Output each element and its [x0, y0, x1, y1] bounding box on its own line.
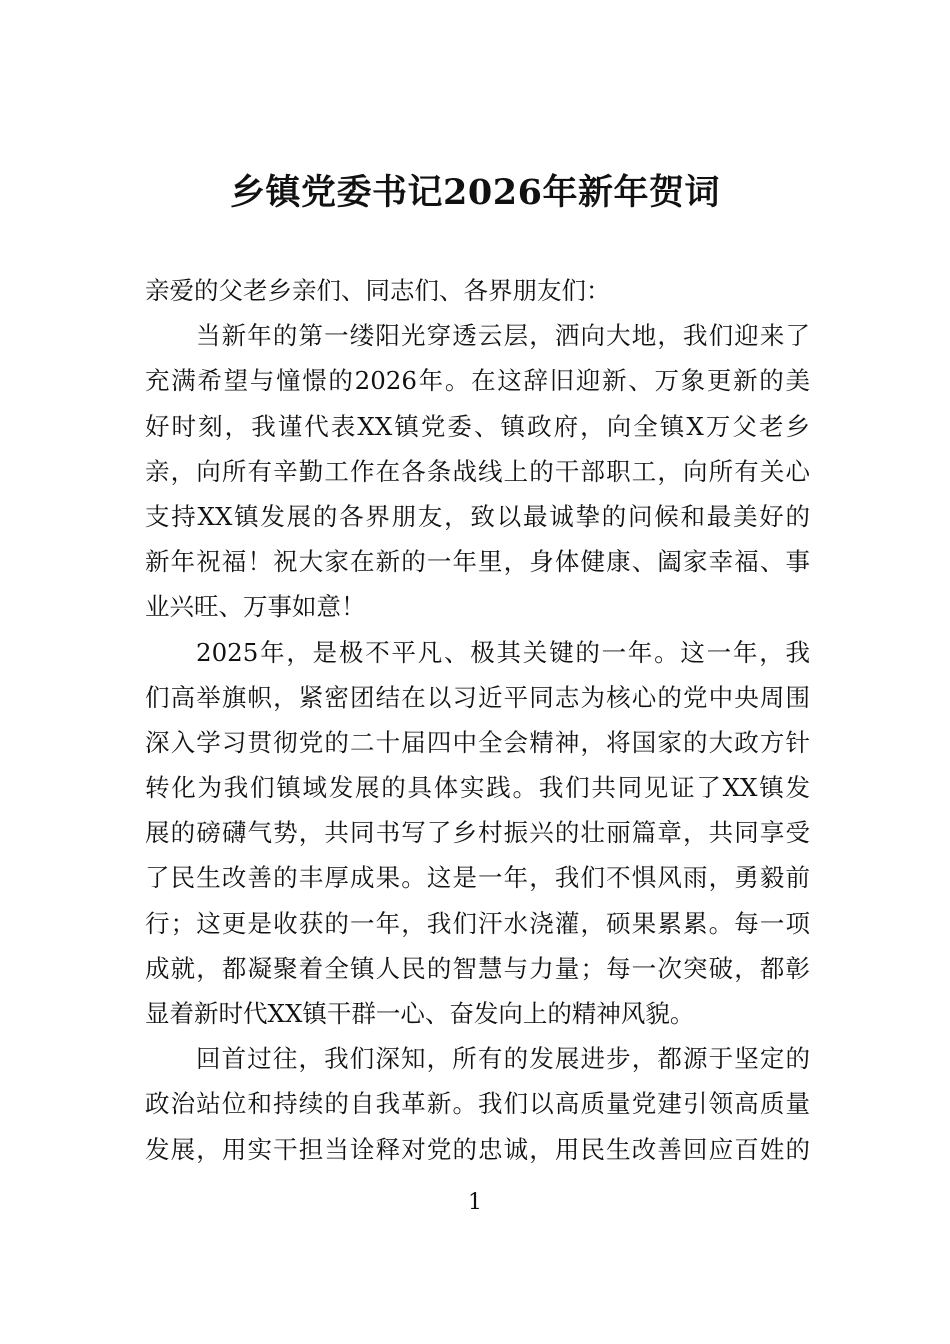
paragraph-line: 好时刻，我谨代表XX镇党委、镇政府，向全镇X万父老乡	[145, 411, 810, 441]
document-body	[145, 268, 810, 1172]
paragraph-line: 发展，用实干担当诠释对党的忠诚，用民生改善回应百姓的	[145, 1134, 810, 1164]
paragraph-line: 深入学习贯彻党的二十届四中全会精神，将国家的大政方针	[145, 727, 810, 757]
paragraph-line: 业兴旺、万事如意！	[145, 592, 366, 622]
page-number: 1	[468, 1190, 482, 1215]
paragraph-line: 行；这更是收获的一年，我们汗水浇灌，硕果累累。每一项	[145, 908, 810, 938]
paragraph-line: 显着新时代XX镇干群一心、奋发向上的精神风貌。	[145, 999, 695, 1028]
paragraph-line: 展的磅礴气势，共同书写了乡村振兴的壮丽篇章，共同享受	[145, 818, 810, 848]
paragraph-line: 支持XX镇发展的各界朋友，致以最诚挚的问候和最美好的	[145, 501, 810, 531]
paragraph-line: 当新年的第一缕阳光穿透云层，洒向大地，我们迎来了	[196, 321, 810, 351]
greeting-line: 亲爱的父老乡亲们、同志们、各界朋友们：	[145, 276, 611, 305]
paragraph-line: 新年祝福！祝大家在新的一年里，身体健康、阖家幸福、事	[145, 547, 810, 577]
paragraph-line: 2025年，是极不平凡、极其关键的一年。这一年，我	[196, 637, 810, 667]
paragraph-line: 们高举旗帜，紧密团结在以习近平同志为核心的党中央周围	[145, 682, 810, 712]
paragraph-line: 政治站位和持续的自我革新。我们以高质量党建引领高质量	[145, 1089, 810, 1119]
paragraph-line: 亲，向所有辛勤工作在各条战线上的干部职工，向所有关心	[145, 456, 810, 486]
paragraph-line: 回首过往，我们深知，所有的发展进步，都源于坚定的	[196, 1044, 810, 1074]
paragraph-line: 成就，都凝聚着全镇人民的智慧与力量；每一次突破，都彰	[145, 953, 810, 983]
paragraph-line: 转化为我们镇域发展的具体实践。我们共同见证了XX镇发	[145, 773, 810, 803]
document-title: 乡镇党委书记2026年新年贺词	[230, 172, 720, 213]
paragraph-line: 充满希望与憧憬的2026年。在这辞旧迎新、万象更新的美	[145, 366, 810, 396]
paragraph-line: 了民生改善的丰厚成果。这是一年，我们不惧风雨，勇毅前	[145, 863, 810, 893]
